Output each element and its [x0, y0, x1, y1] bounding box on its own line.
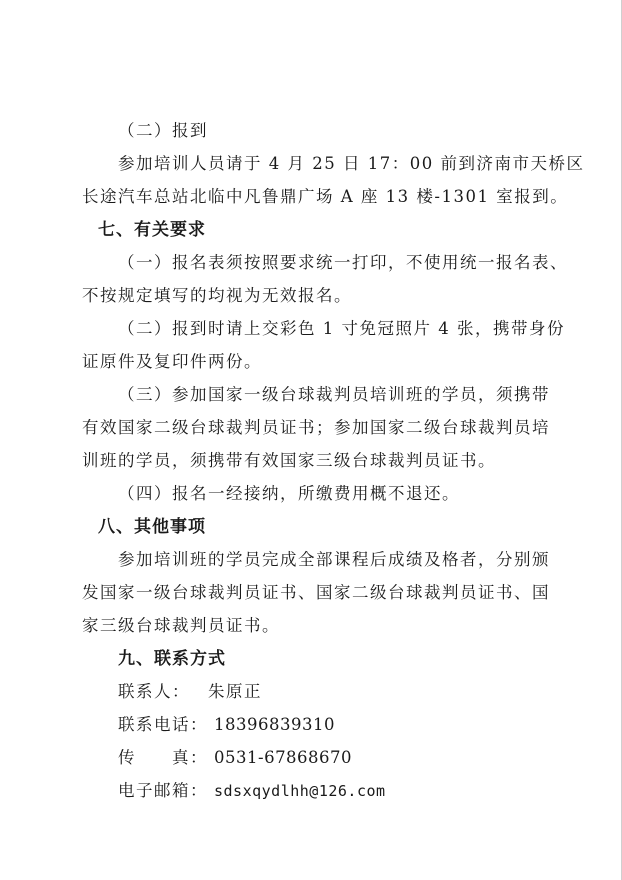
paragraph-line: 不按规定填写的均视为无效报名。	[82, 286, 352, 305]
paragraph-line: 参加培训班的学员完成全部课程后成绩及格者，分别颁	[118, 550, 550, 569]
section-heading-other-matters: 八、其他事项	[98, 517, 206, 537]
section-heading-contact: 九、联系方式	[118, 649, 226, 669]
paragraph-line: 证原件及复印件两份。	[82, 352, 262, 371]
section-heading-registration: （二）报到	[118, 121, 208, 140]
section-heading-requirements: 七、有关要求	[98, 220, 206, 240]
contact-value-phone: 18396839310	[214, 715, 335, 734]
paragraph-line: （三）参加国家一级台球裁判员培训班的学员，须携带	[118, 385, 550, 404]
contact-label-phone: 联系电话：	[118, 715, 208, 734]
contact-label-person: 联系人：	[118, 682, 190, 701]
paragraph-line: 有效国家二级台球裁判员证书；参加国家二级台球裁判员培	[82, 418, 550, 437]
contact-label-email: 电子邮箱：	[118, 781, 208, 800]
paragraph-line: 训班的学员，须携带有效国家三级台球裁判员证书。	[82, 451, 496, 470]
paragraph-line: （四）报名一经接纳，所缴费用概不退还。	[118, 484, 460, 503]
contact-value-email: sdsxqydlhh@126.com	[214, 782, 386, 800]
contact-value-person: 朱原正	[208, 682, 262, 701]
paragraph-line: （一）报名表须按照要求统一打印，不使用统一报名表、	[118, 253, 568, 272]
contact-value-fax: 0531-67868670	[214, 748, 353, 767]
paragraph-line: 发国家一级台球裁判员证书、国家二级台球裁判员证书、国	[82, 583, 550, 602]
paragraph-line: 家三级台球裁判员证书。	[82, 616, 280, 635]
paragraph-line: （二）报到时请上交彩色 1 寸免冠照片 4 张，携带身份	[118, 319, 565, 338]
contact-label-fax: 传 真：	[118, 748, 208, 767]
paragraph-line: 长途汽车总站北临中凡鲁鼎广场 A 座 13 楼-1301 室报到。	[82, 187, 569, 206]
paragraph-line: 参加培训人员请于 4 月 25 日 17：00 前到济南市天桥区	[118, 154, 585, 173]
